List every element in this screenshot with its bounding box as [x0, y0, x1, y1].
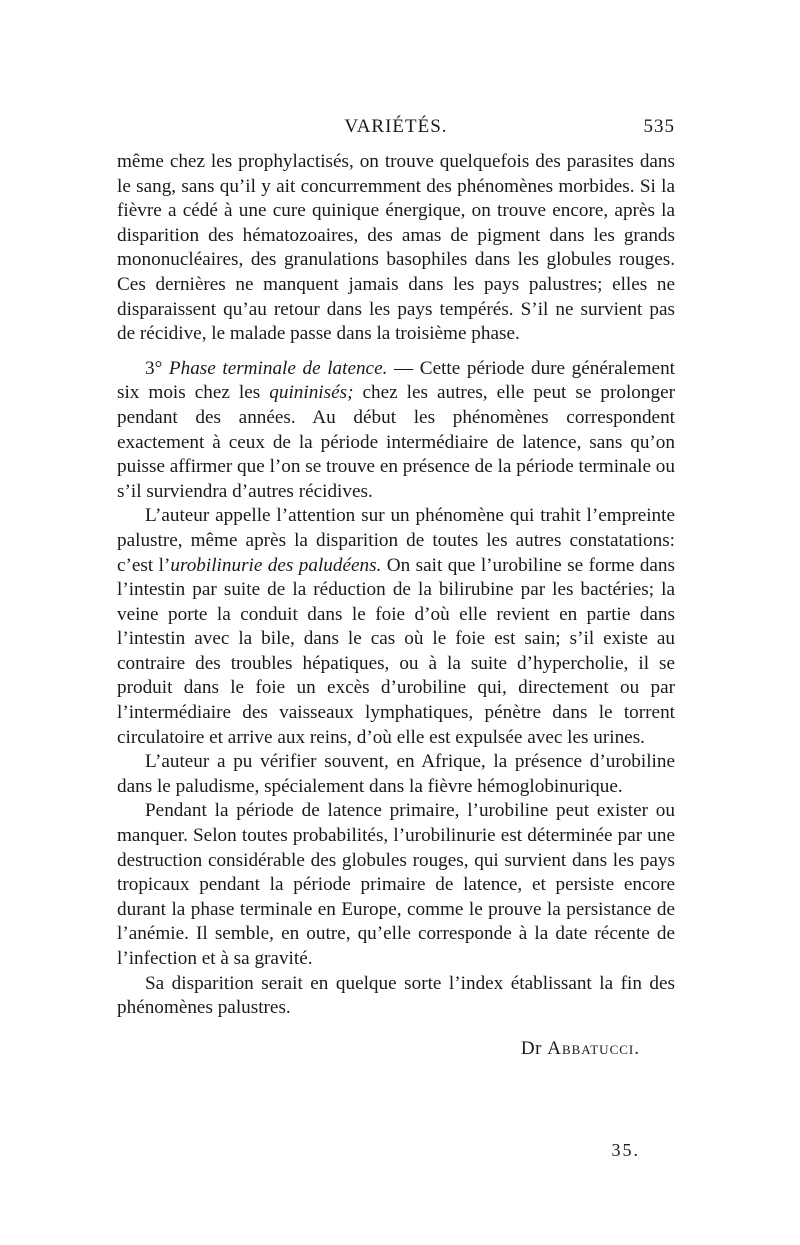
emphasized-term: urobilinurie des paludéens. — [170, 554, 382, 576]
paragraph-text: L’auteur appelle l’attention sur un phénomène qui trahit l’empreinte palustre, même après la disparition de toutes les autres constatations: c’est l’ — [117, 505, 675, 576]
heading-dash: — — [387, 357, 420, 379]
section-number: 3° — [145, 357, 163, 379]
paragraph-latence-primaire: Pendant la période de latence primaire, l’urobiline peut exister ou manquer. Selon toutes probabilités, l’urobilinurie est déterminée par une destruction considérable des globules rouges, qui survient dans les pays tropicaux pendant la période primaire de latence, et persiste encore durant la phase terminale en Europe, comme le prouve la persistance de l’anémie. Il semble, en outre, qu’elle corresponde à la date récente de l’infection et à sa gravité. — [117, 800, 675, 969]
section-heading: Phase terminale de latence. — [168, 357, 388, 379]
signature-title: Dr — [520, 1038, 542, 1059]
emphasized-term: quininisés; — [269, 382, 354, 404]
body-text — [117, 150, 675, 1021]
running-title: VARIÉTÉS. — [344, 116, 448, 137]
paragraph-urobilinurie — [117, 504, 675, 750]
paragraph-text: Cette période dure généralement six mois chez les — [117, 357, 676, 404]
signature-name: Abbatucci. — [547, 1038, 640, 1059]
paragraph-continuation: même chez les prophylactisés, on trouve quelquefois des parasites dans le sang, sans qu’il y ait concurremment des phénomènes morbides. Si la fièvre a cédé à une cure quinique énergique, on trouve encore, après la disparition des hématozoaires, des amas de pigment dans les grands mononucléaires, des granulations basophiles dans les globules rouges. Ces dernières ne manquent jamais dans les pays palustres; elles ne disparaissent qu’au retour dans les pays tempérés. S’il ne survient pas de récidive, le malade passe dans la troisième phase. — [117, 151, 675, 345]
paragraph-text: On sait que l’urobiline se forme dans l’intestin par suite de la réduction de la bilirubine par les bactéries; la veine porte la conduit dans le foie d’où elle revient en partie dans l’intestin avec la bile, dans le cas où le foie est sain; s’il existe au contraire des troubles hépatiques, ou à la suite d’hypercholie, il se produit dans le foie un excès d’urobiline qui, directement ou par l’intermédiaire des vaisseaux lymphatiques, pénètre dans le torrent circulatoire et arrive aux reins, d’où elle est expulsée avec les urines. — [117, 554, 675, 748]
running-header — [117, 116, 675, 142]
paragraph-phase-terminale — [117, 357, 675, 505]
author-signature — [521, 1038, 640, 1060]
page-number: 535 — [643, 116, 675, 137]
sheet-signature-mark: 35. — [611, 1140, 640, 1160]
paragraph-conclusion: Sa disparition serait en quelque sorte l’index établissant la fin des phénomènes palustres. — [117, 972, 675, 1019]
paragraph-afrique: L’auteur a pu vérifier souvent, en Afrique, la présence d’urobiline dans le paludisme, spécialement dans la fièvre hémoglobinurique. — [117, 751, 675, 797]
paragraph-text: chez les autres, elle peut se prolonger pendant des années. Au début les phénomènes correspondent exactement à ceux de la période intermédiaire de latence, sans qu’on puisse affirmer que l’on se trouve en présence de la période terminale ou s’il surviendra d’autres récidives. — [117, 382, 675, 502]
